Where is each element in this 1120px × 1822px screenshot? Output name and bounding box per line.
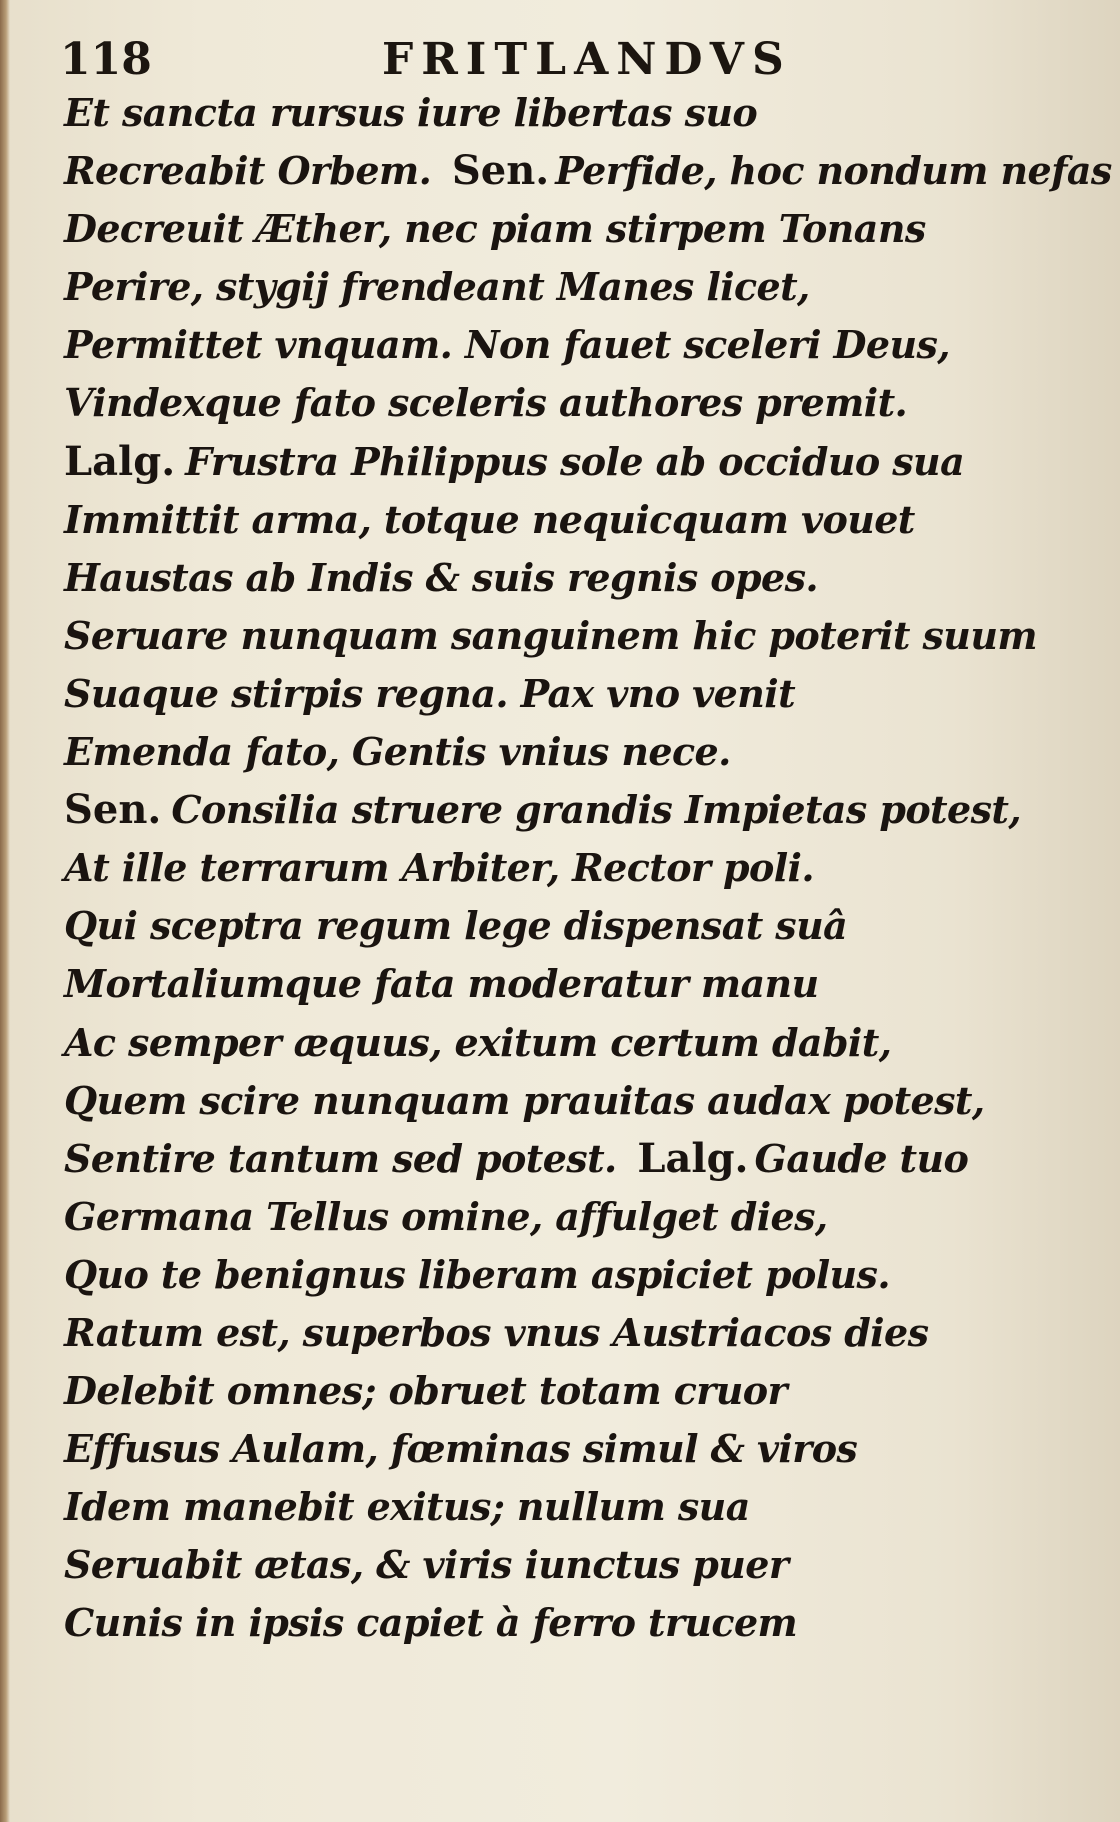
line-text: Seruare nunquam sanguinem hic poterit suum <box>64 612 1037 658</box>
verse-line <box>64 1130 1054 1188</box>
line-text: Idem manebit exitus; nullum sua <box>64 1484 750 1530</box>
line-text: Seruabit ætas, & viris iunctus puer <box>64 1542 789 1588</box>
verse-line <box>64 258 1054 316</box>
line-text: Consilia struere grandis Impietas potest, <box>171 787 1021 833</box>
verse-line <box>64 607 1054 665</box>
line-text: Quem scire nunquam prauitas audax potest, <box>64 1077 985 1123</box>
line-text: Cunis in ipsis capiet à ferro trucem <box>64 1600 798 1646</box>
verse-line <box>64 200 1054 258</box>
line-text: Frustra Philippus sole ab occiduo sua <box>185 438 965 484</box>
verse-line <box>64 374 1054 432</box>
verse-line <box>64 723 1054 781</box>
verse-line <box>64 839 1054 897</box>
verse-line <box>64 897 1054 955</box>
verse-line <box>64 1594 1054 1652</box>
line-text-continued: Gaude tuo <box>754 1135 969 1181</box>
line-text: Permittet vnquam. Non fauet sceleri Deus, <box>64 322 950 368</box>
verse-line <box>64 1246 1054 1304</box>
line-text: Delebit omnes; obruet totam cruor <box>64 1368 787 1414</box>
line-text: Emenda fato, Gentis vnius nece. <box>64 729 731 775</box>
line-text: Haustas ab Indis & suis regnis opes. <box>64 554 818 600</box>
verse-line <box>64 1014 1054 1072</box>
running-head: FRITLANDVS <box>382 34 792 85</box>
line-text: Effusus Aulam, fœminas simul & viros <box>64 1426 858 1472</box>
verse-line <box>64 1304 1054 1362</box>
verse-line <box>64 1536 1054 1594</box>
line-text: Immittit arma, totque nequicquam vouet <box>64 496 915 542</box>
line-text: At ille terrarum Arbiter, Rector poli. <box>64 845 815 891</box>
line-text: Sentire tantum sed potest. <box>64 1135 617 1181</box>
verse-line <box>64 316 1054 374</box>
verse-text <box>64 84 1112 1653</box>
line-text: Perire, stygij frendeant Manes licet, <box>64 264 810 310</box>
line-text: Quo te benignus liberam aspiciet polus. <box>64 1251 890 1297</box>
page-number: 118 <box>60 34 152 85</box>
line-text: Germana Tellus omine, affulget dies, <box>64 1193 828 1239</box>
line-text-continued: Perfide, hoc nondum nefas <box>555 148 1112 194</box>
speaker-label: Sen. <box>64 786 162 834</box>
verse-line <box>64 1362 1054 1420</box>
speaker-label: Sen. <box>451 147 550 195</box>
line-text: Suaque stirpis regna. Pax vno venit <box>64 670 796 716</box>
page-edge <box>0 0 10 1822</box>
line-text: Qui sceptra regum lege dispensat suâ <box>64 903 848 949</box>
verse-line <box>64 142 1112 200</box>
line-text: Decreuit Æther, nec piam stirpem Tonans <box>64 206 926 252</box>
verse-line <box>64 781 1054 839</box>
line-text: Ratum est, superbos vnus Austriacos dies <box>64 1309 929 1355</box>
line-text: Recreabit Orbem. <box>64 148 432 194</box>
verse-line <box>64 1072 1054 1130</box>
line-text: Vindexque fato sceleris authores premit. <box>64 380 908 426</box>
line-text: Ac semper æquus, exitum certum dabit, <box>64 1019 892 1065</box>
speaker-label: Lalg. <box>64 437 176 485</box>
verse-line <box>64 955 1054 1013</box>
verse-line <box>64 433 1054 491</box>
verse-line <box>64 1420 1054 1478</box>
verse-line <box>64 665 1054 723</box>
verse-line <box>64 1188 1054 1246</box>
verse-line <box>64 84 1054 142</box>
line-text: Mortaliumque fata moderatur manu <box>64 961 819 1007</box>
verse-line <box>64 1478 1054 1536</box>
speaker-label: Lalg. <box>637 1134 749 1182</box>
verse-line <box>64 491 1054 549</box>
line-text: Et sancta rursus iure libertas suo <box>64 90 758 135</box>
verse-line <box>64 549 1054 607</box>
